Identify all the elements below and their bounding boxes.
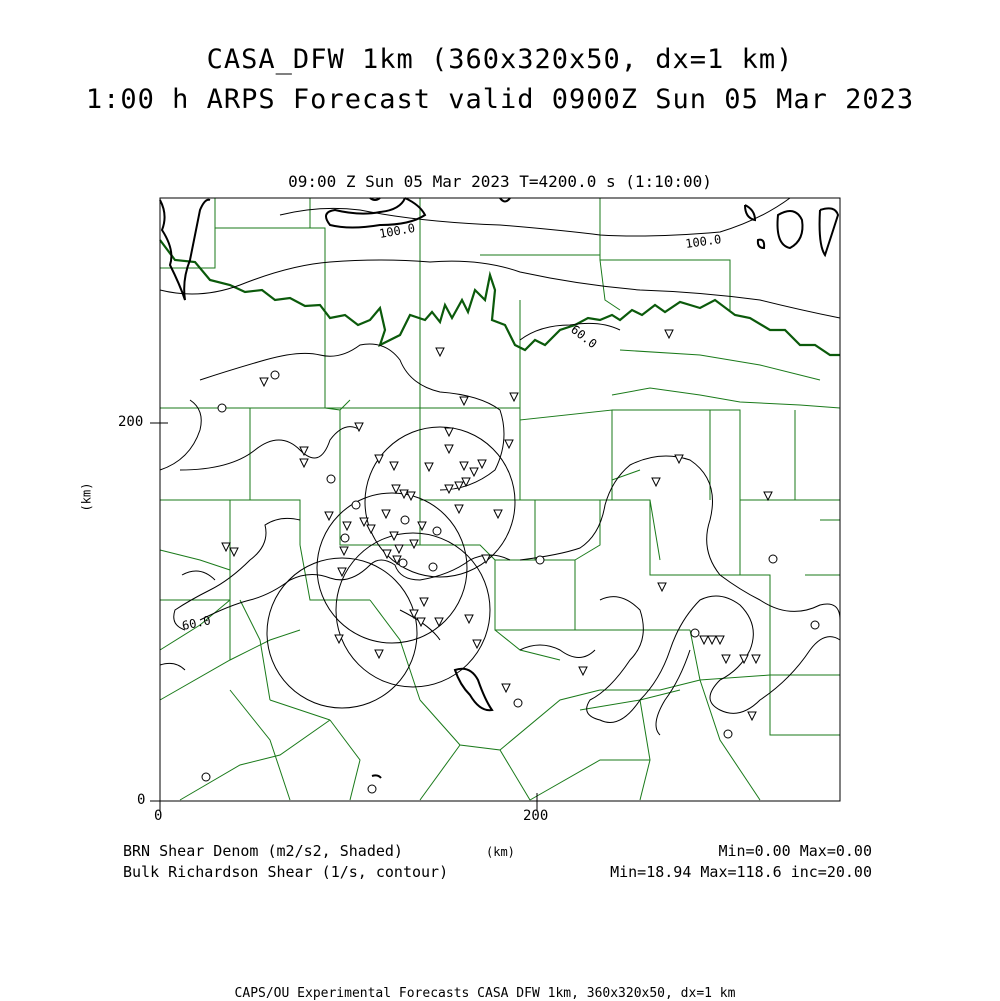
shaded-field-stats: Min=0.00 Max=0.00: [718, 842, 872, 860]
contour-label: 100.0: [684, 232, 723, 251]
valid-time-line: 09:00 Z Sun 05 Mar 2023 T=4200.0 s (1:10:00): [288, 172, 712, 191]
county-lines: [160, 198, 840, 800]
title-line-1: CASA_DFW 1km (360x320x50, dx=1 km): [206, 44, 794, 75]
x-tick-0: 0: [154, 808, 163, 824]
title-line-2: 1:00 h ARPS Forecast valid 0900Z Sun 05 Mar 2023: [85, 84, 915, 115]
contour-field-label: Bulk Richardson Shear (1/s, contour): [123, 863, 449, 881]
x-tick-200: 200: [523, 808, 549, 824]
contour-label: 60.0: [568, 322, 600, 352]
thick-contours: [160, 198, 838, 778]
station-circles: [202, 371, 819, 793]
y-tick-200: 200: [118, 414, 144, 430]
contour-label: 100.0: [378, 220, 417, 241]
contour-field-stats: Min=18.94 Max=118.6 inc=20.00: [610, 863, 872, 881]
y-axis-unit: (km): [79, 482, 94, 512]
y-tick-0: 0: [137, 792, 146, 808]
station-triangles: [222, 330, 772, 720]
contour-label: 60.0: [180, 613, 212, 633]
x-axis-unit: (km): [486, 845, 515, 859]
footer-credit: CAPS/OU Experimental Forecasts CASA DFW 1km, 360x320x50, dx=1 km: [234, 986, 736, 1001]
shaded-field-label: BRN Shear Denom (m2/s2, Shaded): [123, 842, 403, 860]
